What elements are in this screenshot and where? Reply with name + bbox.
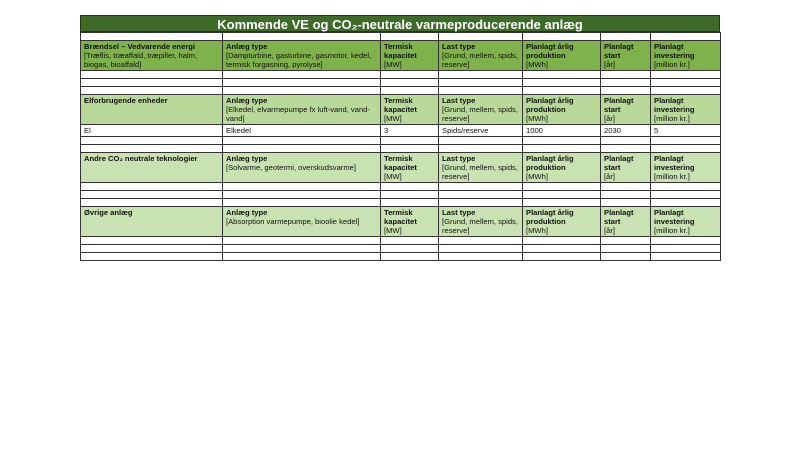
table-title: Kommende VE og CO₂-neutrale varmeproducerende anlæg bbox=[80, 15, 720, 32]
prod-l2: produktion bbox=[526, 163, 566, 172]
table-row bbox=[81, 191, 721, 199]
section-name-cell[interactable] bbox=[81, 207, 223, 237]
inv-l2: investering bbox=[654, 51, 695, 60]
row-start[interactable]: 2030 bbox=[601, 125, 651, 137]
produktion-cell[interactable] bbox=[523, 153, 601, 183]
section-name: Brændsel – Vedvarende energi bbox=[84, 42, 195, 51]
start-l1: Planlagt bbox=[604, 42, 634, 51]
prod-unit: [MWh] bbox=[526, 172, 548, 181]
section-name-sub: [Træflis, træaffald, træpiller, halm, biogas, bioaffald] bbox=[84, 51, 198, 69]
anlaeg-type-cell[interactable] bbox=[223, 207, 381, 237]
anlaeg-type-cell[interactable] bbox=[223, 95, 381, 125]
start-l2: start bbox=[604, 51, 621, 60]
start-unit: [år] bbox=[604, 60, 615, 69]
prod-l1: Planlagt årlig bbox=[526, 42, 574, 51]
start-cell[interactable] bbox=[601, 41, 651, 71]
last-type-label: Last type bbox=[442, 154, 476, 163]
row-kapacitet[interactable]: 3 bbox=[381, 125, 439, 137]
investering-cell[interactable] bbox=[651, 95, 721, 125]
anlaeg-type-sub: [Absorption varmepumpe, bioolie kedel] bbox=[226, 217, 360, 226]
table-row bbox=[81, 145, 721, 153]
prod-unit: [MWh] bbox=[526, 226, 548, 235]
table-row bbox=[81, 87, 721, 95]
termisk-unit: [MW] bbox=[384, 114, 402, 123]
start-l1: Planlagt bbox=[604, 208, 634, 217]
last-type-label: Last type bbox=[442, 96, 476, 105]
inv-l1: Planlagt bbox=[654, 208, 684, 217]
section-name: Andre CO₂ neutrale teknologier bbox=[84, 154, 198, 163]
termisk-unit: [MW] bbox=[384, 226, 402, 235]
start-cell[interactable] bbox=[601, 153, 651, 183]
table-row bbox=[81, 253, 721, 261]
table-row bbox=[81, 79, 721, 87]
row-last[interactable]: Spids/reserve bbox=[439, 125, 523, 137]
produktion-cell[interactable] bbox=[523, 41, 601, 71]
start-cell[interactable] bbox=[601, 207, 651, 237]
table-row bbox=[81, 125, 721, 137]
last-type-sub: [Grund, mellem, spids, reserve] bbox=[442, 51, 518, 69]
termisk-l1: Termisk bbox=[384, 208, 413, 217]
prod-unit: [MWh] bbox=[526, 60, 548, 69]
anlaeg-type-label: Anlæg type bbox=[226, 208, 268, 217]
anlaeg-type-cell[interactable] bbox=[223, 153, 381, 183]
anlaeg-type-label: Anlæg type bbox=[226, 96, 268, 105]
prod-l1: Planlagt årlig bbox=[526, 154, 574, 163]
section-name: Elforbrugende enheder bbox=[84, 96, 168, 105]
start-unit: [år] bbox=[604, 114, 615, 123]
termisk-l2: kapacitet bbox=[384, 217, 417, 226]
table-row bbox=[81, 33, 721, 41]
last-type-sub: [Grund, mellem, spids, reserve] bbox=[442, 163, 518, 181]
anlaeg-type-label: Anlæg type bbox=[226, 42, 268, 51]
table-row bbox=[81, 71, 721, 79]
section-name: Øvrige anlæg bbox=[84, 208, 133, 217]
table-row bbox=[81, 183, 721, 191]
section-name-cell[interactable] bbox=[81, 153, 223, 183]
inv-unit: [million kr.] bbox=[654, 114, 690, 123]
anlaeg-type-cell[interactable] bbox=[223, 41, 381, 71]
start-unit: [år] bbox=[604, 172, 615, 181]
termisk-unit: [MW] bbox=[384, 60, 402, 69]
section-header-braendsel bbox=[81, 41, 721, 71]
last-type-sub: [Grund, mellem, spids, reserve] bbox=[442, 105, 518, 123]
last-type-cell[interactable] bbox=[439, 207, 523, 237]
start-l1: Planlagt bbox=[604, 96, 634, 105]
last-type-cell[interactable] bbox=[439, 153, 523, 183]
table-row bbox=[81, 137, 721, 145]
row-name[interactable]: El bbox=[81, 125, 223, 137]
anlaeg-type-sub: [Solvarme, geotermi, overskudsvarme] bbox=[226, 163, 356, 172]
section-header-andre bbox=[81, 153, 721, 183]
prod-l2: produktion bbox=[526, 105, 566, 114]
termisk-l2: kapacitet bbox=[384, 105, 417, 114]
table-row bbox=[81, 199, 721, 207]
produktion-cell[interactable] bbox=[523, 95, 601, 125]
plant-table bbox=[80, 32, 721, 261]
termisk-cell[interactable] bbox=[381, 41, 439, 71]
start-l2: start bbox=[604, 217, 621, 226]
produktion-cell[interactable] bbox=[523, 207, 601, 237]
anlaeg-type-label: Anlæg type bbox=[226, 154, 268, 163]
termisk-cell[interactable] bbox=[381, 153, 439, 183]
investering-cell[interactable] bbox=[651, 41, 721, 71]
row-produktion[interactable]: 1000 bbox=[523, 125, 601, 137]
plant-table-sheet bbox=[80, 15, 720, 261]
anlaeg-type-sub: [Dampturbine, gasturbine, gasmotor, kedel, termisk forgasning, pyrolyse] bbox=[226, 51, 372, 69]
last-type-label: Last type bbox=[442, 42, 476, 51]
termisk-l1: Termisk bbox=[384, 96, 413, 105]
row-investering[interactable]: 5 bbox=[651, 125, 721, 137]
last-type-sub: [Grund, mellem, spids, reserve] bbox=[442, 217, 518, 235]
section-header-elforbrugende bbox=[81, 95, 721, 125]
last-type-cell[interactable] bbox=[439, 95, 523, 125]
start-cell[interactable] bbox=[601, 95, 651, 125]
prod-l2: produktion bbox=[526, 217, 566, 226]
investering-cell[interactable] bbox=[651, 207, 721, 237]
last-type-cell[interactable] bbox=[439, 41, 523, 71]
inv-l1: Planlagt bbox=[654, 42, 684, 51]
inv-unit: [million kr.] bbox=[654, 226, 690, 235]
section-header-oevrige bbox=[81, 207, 721, 237]
termisk-unit: [MW] bbox=[384, 172, 402, 181]
inv-unit: [million kr.] bbox=[654, 172, 690, 181]
inv-l2: investering bbox=[654, 163, 695, 172]
anlaeg-type-sub: [Elkedel, elvarmepumpe fx luft-vand, vand-vand] bbox=[226, 105, 370, 123]
start-unit: [år] bbox=[604, 226, 615, 235]
row-anlaeg[interactable]: Elkedel bbox=[223, 125, 381, 137]
prod-l2: produktion bbox=[526, 51, 566, 60]
inv-l2: investering bbox=[654, 217, 695, 226]
prod-unit: [MWh] bbox=[526, 114, 548, 123]
section-name-cell[interactable] bbox=[81, 95, 223, 125]
prod-l1: Planlagt årlig bbox=[526, 208, 574, 217]
termisk-l2: kapacitet bbox=[384, 51, 417, 60]
termisk-cell[interactable] bbox=[381, 207, 439, 237]
start-l2: start bbox=[604, 105, 621, 114]
table-row bbox=[81, 245, 721, 253]
inv-l1: Planlagt bbox=[654, 96, 684, 105]
table-row bbox=[81, 237, 721, 245]
inv-l1: Planlagt bbox=[654, 154, 684, 163]
investering-cell[interactable] bbox=[651, 153, 721, 183]
inv-l2: investering bbox=[654, 105, 695, 114]
start-l1: Planlagt bbox=[604, 154, 634, 163]
termisk-l1: Termisk bbox=[384, 42, 413, 51]
prod-l1: Planlagt årlig bbox=[526, 96, 574, 105]
inv-unit: [million kr.] bbox=[654, 60, 690, 69]
start-l2: start bbox=[604, 163, 621, 172]
termisk-l2: kapacitet bbox=[384, 163, 417, 172]
termisk-l1: Termisk bbox=[384, 154, 413, 163]
section-name-cell[interactable] bbox=[81, 41, 223, 71]
last-type-label: Last type bbox=[442, 208, 476, 217]
termisk-cell[interactable] bbox=[381, 95, 439, 125]
